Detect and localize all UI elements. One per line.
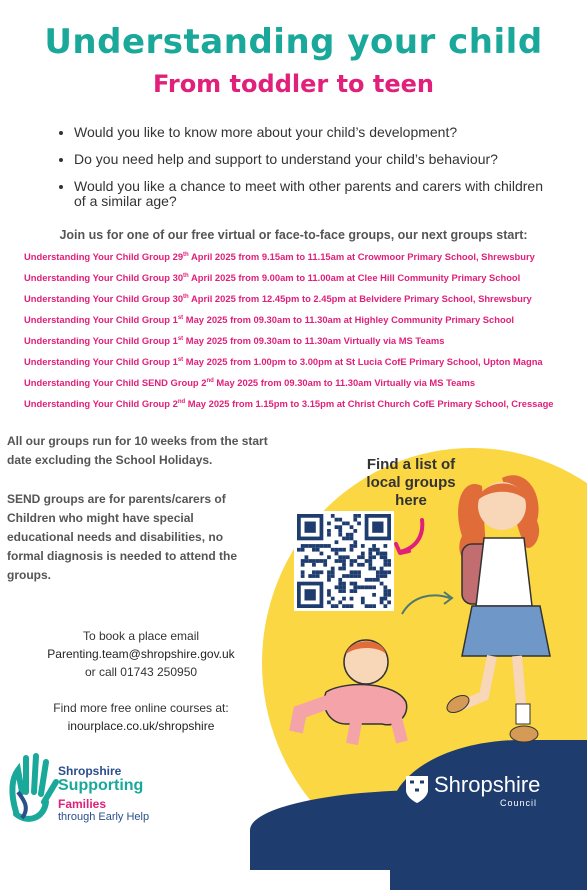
group-item: Understanding Your Child Group 1st May 2025 from 09.30am to 11.30am Virtually via MS Teams [24,335,445,347]
more-courses-label: Find more free online courses at: [53,701,229,715]
group-item: Understanding Your Child Group 29th April 2025 from 9.15am to 11.15am at Crowmoor Primary School, Shrewsbury [24,251,535,263]
booking-instruction: To book a place email [82,629,200,643]
arrow-icon [392,518,432,558]
page-title: Understanding your child [44,22,543,62]
find-list-label: Find a list of local groups here [366,456,456,509]
courses-url-link[interactable]: inourplace.co.uk/shropshire [67,719,215,733]
girl-illustration [432,466,562,756]
groups-intro: Join us for one of our free virtual or face-to-face groups, our next groups start: [59,228,528,242]
hand-logo-icon [8,752,60,822]
logo-text-families: Families [58,797,107,811]
group-item: Understanding Your Child Group 30th April 2025 from 9.00am to 11.00am at Clee Hill Community Primary School [24,272,521,284]
toddler-illustration [286,632,436,752]
question-item: • Would you like a chance to meet with other parents and carers with children of a similar age? [74,179,554,209]
question-item: • Do you need help and support to understand your child’s behaviour? [74,152,554,167]
phone-number[interactable]: 01743 250950 [120,665,198,679]
group-item: Understanding Your Child Group 2nd May 2025 from 1.15pm to 3.15pm at Christ Church CofE Primary School, Cressage [24,398,554,410]
qr-code[interactable] [294,511,394,611]
group-item: Understanding Your Child SEND Group 2nd May 2025 from 09.30am to 11.30am Virtually via MS Teams [24,377,476,389]
question-item: • Would you like to know more about your child’s development? [74,125,554,140]
qr-code-image [297,514,391,608]
call-line [36,664,246,681]
group-list [24,248,584,416]
send-info: SEND groups are for parents/carers of Children who might have special educational needs and disabilities, no formal diagnosis is needed to attend the groups. [7,492,238,582]
email-link[interactable]: Parenting.team@shropshire.gov.uk [47,647,235,661]
logo-text-early-help: through Early Help [58,811,150,823]
council-shield-icon [404,774,430,804]
group-item: Understanding Your Child Group 30th April 2025 from 12.45pm to 2.45pm at Belvidere Primary School, Shrewsbury [24,293,532,305]
group-item: Understanding Your Child Group 1st May 2025 from 1.00pm to 3.00pm at St Lucia CofE Primary School, Upton Magna [24,356,543,368]
page-subtitle: From toddler to teen [153,70,434,98]
logo-text-shropshire: Shropshire [58,764,122,778]
council-label: Council [500,798,538,808]
council-name: Shropshire [434,772,541,797]
group-item: Understanding Your Child Group 1st May 2025 from 09.30am to 11.30am at Highley Community Primary School [24,314,515,326]
question-list [60,125,554,221]
or-call-label: or call [84,665,117,679]
duration-info: All our groups run for 10 weeks from the start date excluding the School Holidays. [7,434,268,467]
logo-text-supporting: Supporting [58,777,144,794]
